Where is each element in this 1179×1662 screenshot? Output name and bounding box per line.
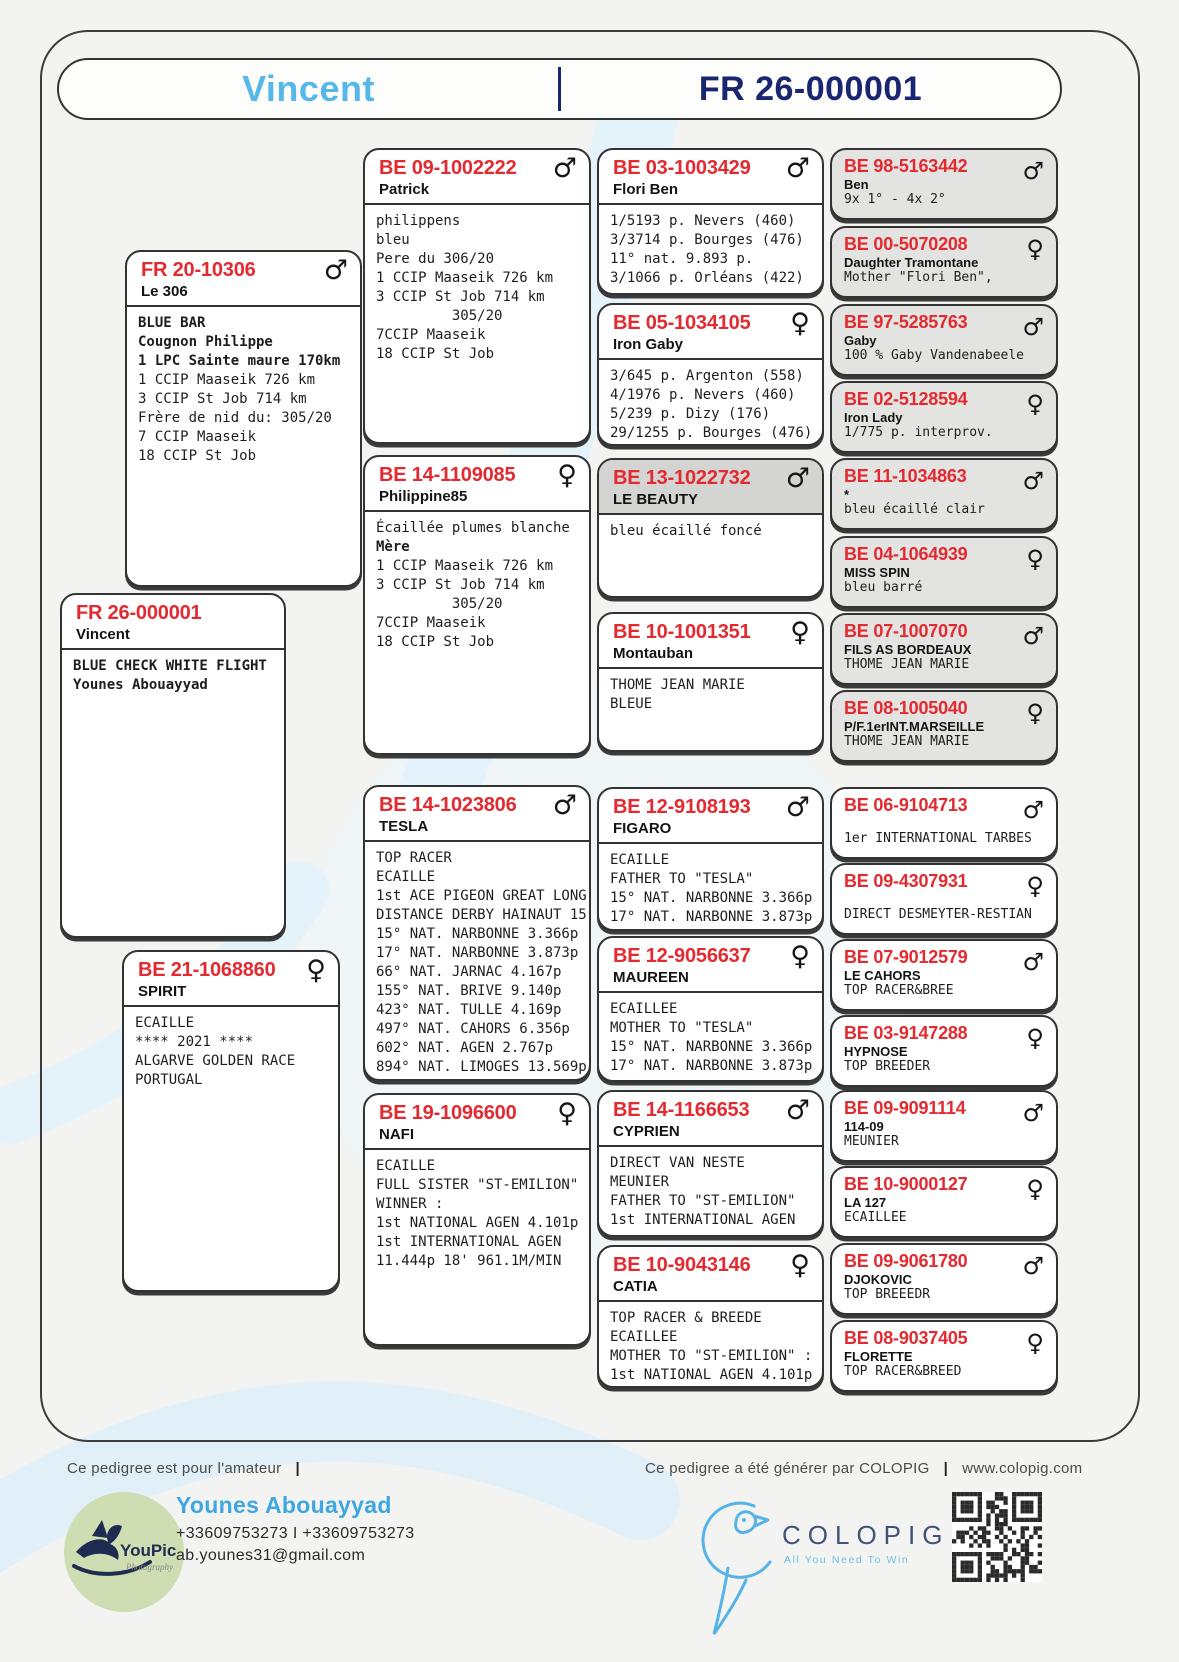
male-icon: ♂ [1022,313,1044,341]
female-icon: ♀ [1026,872,1044,900]
box-header [832,692,1056,734]
pedigree-line: 18 CCIP St Job [138,448,257,464]
pedigree-line: BLUE CHECK WHITE FLIGHT [73,658,267,674]
pedigree-line: 4/1976 p. Nevers (460) [610,387,796,403]
pigeon-name: CATIA [613,1278,658,1295]
pedigree-line: 18 CCIP St Job [376,346,495,362]
female-icon: ♀ [790,308,810,339]
box-body [599,515,822,548]
female-icon: ♀ [1026,545,1044,573]
box-header [365,457,589,512]
box-header [832,941,1056,983]
pedigree-line: 155° NAT. BRIVE 9.140p [376,983,562,999]
pedigree-line: 18 CCIP St Job [376,634,495,650]
ring-number: BE 97-5285763 [844,312,968,332]
pedigree-line: bleu [376,232,410,248]
box-body [599,1302,822,1388]
pedigree-line: 29/1255 p. Bourges (476) [610,425,813,441]
pigeon-name: CYPRIEN [613,1123,680,1140]
pigeon-info-line: TOP RACER&BREE [844,983,954,998]
pedigree-line: FATHER TO "ST-EMILION" [610,1193,796,1209]
pedigree-line: 15° NAT. NARBONNE 3.366p [610,1039,813,1055]
pedigree-box-be07-9012579 [830,939,1058,1011]
pedigree-line: 11.444p 18' 961.1M/MIN [376,1253,562,1269]
box-body [127,307,360,473]
pigeon-info-line: 1/775 p. interprov. [844,425,993,440]
ring-number: BE 09-9061780 [844,1251,968,1271]
box-body [124,1007,338,1097]
pigeon-name: Iron Lady [844,410,903,425]
pedigree-box-be08-9037405 [830,1320,1058,1392]
pedigree-box-be12-9056637 [597,936,824,1082]
box-body [599,993,822,1082]
pedigree-line: 305/20 [376,308,503,324]
box-body [365,1150,589,1278]
box-body [365,205,589,371]
ring-number: BE 08-9037405 [844,1328,968,1348]
pedigree-line: MOTHER TO "ST-EMILION" : [610,1348,813,1364]
pedigree-line: 5/239 p. Dizy (176) [610,406,771,422]
box-header [832,615,1056,657]
pedigree-line: TOP RACER & BREEDE [610,1310,762,1326]
box-header [832,538,1056,580]
pigeon-name [844,892,1044,907]
ring-number: BE 02-5128594 [844,389,968,409]
box-header [832,306,1056,348]
pedigree-line: DIRECT VAN NESTE [610,1155,745,1171]
pedigree-box-be03-9147288 [830,1015,1058,1087]
male-icon: ♂ [785,792,810,823]
ring-number: BE 09-9091114 [844,1098,966,1118]
pigeon-name: LA 127 [844,1195,887,1210]
ring-number: BE 14-1166653 [613,1099,750,1121]
pedigree-line: 1 CCIP Maaseik 726 km [376,558,554,574]
pedigree-line: 1 CCIP Maaseik 726 km [138,372,316,388]
pigeon-name: LE BEAUTY [613,491,699,508]
pedigree-line: ECAILLE [135,1015,195,1031]
pedigree-box-be98-5163442 [830,148,1058,220]
ring-number: BE 09-1002222 [379,157,517,179]
male-icon: ♂ [1022,467,1044,495]
pedigree-line: 602° NAT. AGEN 2.767p [376,1040,554,1056]
youpic-subtitle: Photography [126,1562,173,1572]
pedigree-line: 66° NAT. JARNAC 4.167p [376,964,562,980]
ring-number: BE 10-9000127 [844,1174,968,1194]
ring-number: BE 21-1068860 [138,959,276,981]
male-icon: ♂ [552,790,577,821]
pedigree-box-be14-1166653 [597,1090,824,1237]
pigeon-name: Flori Ben [613,181,679,198]
box-header [832,1168,1056,1210]
pedigree-line: 3/1066 p. Orléans (422) [610,270,804,286]
pedigree-line: 7CCIP Maaseik [376,615,486,631]
ring-number: BE 98-5163442 [844,156,968,176]
ring-number: BE 00-5070208 [844,234,968,254]
pedigree-line: 3 CCIP St Job 714 km [376,577,545,593]
pedigree-line: Écaillée plumes blanche [376,520,570,536]
ring-number: BE 08-1005040 [844,698,968,718]
pedigree-box-be97-5285763 [830,304,1058,376]
pedigree-line: 3/645 p. Argenton (558) [610,368,804,384]
box-header [832,865,1056,907]
pedigree-line: FULL SISTER "ST-EMILION" [376,1177,579,1193]
pigeon-name: FLORETTE [844,1349,913,1364]
male-icon: ♂ [1022,1252,1044,1280]
ring-number: BE 03-1003429 [613,157,751,179]
pedigree-box-be10-1001351 [597,612,824,752]
colopig-website: www.colopig.com [962,1460,1083,1477]
pedigree-line: 3 CCIP St Job 714 km [376,289,545,305]
pedigree-line: 7CCIP Maaseik [376,327,486,343]
box-header [832,460,1056,502]
pedigree-box-fr20-10306 [125,250,362,587]
pedigree-box-be03-1003429 [597,148,824,295]
pedigree-line: 15° NAT. NARBONNE 3.366p [376,926,579,942]
pedigree-line: 1/5193 p. Nevers (460) [610,213,796,229]
male-icon: ♂ [1022,157,1044,185]
box-header [832,1245,1056,1287]
ring-number: BE 07-1007070 [844,621,968,641]
male-icon: ♂ [1022,622,1044,650]
pigeon-info-line: THOME JEAN MARIE [844,657,970,672]
ring-number: FR 26-000001 [76,602,202,624]
pedigree-line: ALGARVE GOLDEN RACE [135,1053,296,1069]
pigeon-name: MISS SPIN [844,565,910,580]
female-icon: ♀ [1026,1175,1044,1203]
pedigree-line: THOME JEAN MARIE [610,677,745,693]
footer-left-bar: | [295,1460,300,1477]
pigeon-name: Philippine85 [379,488,468,505]
pedigree-line: 1 LPC Sainte maure 170km [138,353,341,369]
pigeon-name [844,816,1044,831]
female-icon: ♀ [557,1098,577,1129]
colopig-logo [676,1478,949,1643]
male-icon: ♂ [1022,796,1044,824]
qr-code [952,1492,1042,1582]
female-icon: ♀ [1026,235,1044,263]
ring-number: BE 07-9012579 [844,947,968,967]
male-icon: ♂ [1022,1099,1044,1127]
pigeon-info-line: Mother "Flori Ben", [844,270,993,285]
box-body [599,205,822,295]
youpic-title: YouPic [120,1541,177,1560]
pedigree-box-be14-1109085 [363,455,591,755]
ring-number: BE 10-9043146 [613,1254,751,1276]
pedigree-line: 1st ACE PIGEON GREAT LONG [376,888,587,904]
box-header [832,789,1056,831]
ring-number: BE 09-4307931 [844,871,968,891]
pedigree-line: 17° NAT. NARBONNE 3.873p [610,909,813,925]
pedigree-line: TOP RACER [376,850,452,866]
pedigree-line: Frère de nid du: 305/20 [138,410,332,426]
pedigree-line: FATHER TO "TESLA" [610,871,754,887]
pedigree-line: 894° NAT. LIMOGES 13.569p [376,1059,587,1075]
female-icon: ♀ [557,460,577,491]
pigeon-name: SPIRIT [138,983,187,1000]
pedigree-box-be09-9091114 [830,1090,1058,1162]
box-header [124,952,338,1007]
pedigree-line: philippens [376,213,461,229]
pedigree-line: ECAILLE [376,1158,436,1174]
female-icon: ♀ [790,941,810,972]
male-icon: ♂ [785,1095,810,1126]
pedigree-line: 1st INTERNATIONAL AGEN [610,1212,796,1228]
pedigree-box-be09-4307931 [830,863,1058,935]
pedigree-box-be02-5128594 [830,381,1058,453]
pigeon-name: Montauban [613,645,693,662]
pedigree-line: Pere du 306/20 [376,251,495,267]
pigeon-title-name: Vincent [242,68,375,109]
pigeon-info-line: ECAILLEE [844,1210,907,1225]
pigeon-name: Le 306 [141,283,188,300]
footer-right-note [645,1460,1082,1477]
box-body [599,844,822,931]
pedigree-box-be09-9061780 [830,1243,1058,1315]
pedigree-box-be07-1007070 [830,613,1058,685]
female-icon: ♀ [1026,699,1044,727]
owner-email: ab.younes31@gmail.com [176,1547,366,1564]
pedigree-line: 1st INTERNATIONAL AGEN [376,1234,562,1250]
male-icon: ♂ [785,463,810,494]
pedigree-box-be00-5070208 [830,226,1058,298]
pigeon-info-line: bleu barré [844,580,923,595]
pigeon-name: * [844,487,850,502]
box-body [599,1147,822,1237]
pedigree-line: 17° NAT. NARBONNE 3.873p [610,1058,813,1074]
box-header [127,252,360,307]
box-header [832,1017,1056,1059]
pigeon-title-ring: FR 26-000001 [698,69,923,108]
box-header [832,383,1056,425]
ring-number: BE 12-9056637 [613,945,751,967]
pedigree-line: ECAILLE [376,869,436,885]
pigeon-info-line: TOP BREEDER [844,1059,931,1074]
box-body [599,360,822,446]
pedigree-line: 1st NATIONAL AGEN 4.101p [376,1215,579,1231]
pedigree-line: WINNER : [376,1196,444,1212]
pedigree-line: 497° NAT. CAHORS 6.356p [376,1021,570,1037]
pedigree-line: bleu écaillé foncé [610,523,762,539]
ring-number: FR 20-10306 [141,259,256,281]
ring-number: BE 14-1109085 [379,464,516,486]
owner-name: Younes Abouayyad [176,1492,392,1518]
ring-number: BE 13-1022732 [613,467,751,489]
pedigree-line: Younes Abouayyad [73,677,208,693]
pigeon-name: FILS AS BORDEAUX [844,642,972,657]
pedigree-line: 305/20 [376,596,503,612]
pedigree-line: MOTHER TO "TESLA" [610,1020,754,1036]
pigeon-name: Gaby [844,333,877,348]
pedigree-box-be10-9043146 [597,1245,824,1388]
ring-number: BE 12-9108193 [613,796,751,818]
female-icon: ♀ [1026,390,1044,418]
colopig-bird-icon [676,1478,776,1643]
ring-number: BE 04-1064939 [844,544,968,564]
male-icon: ♂ [1022,948,1044,976]
pigeon-info-line: MEUNIER [844,1134,899,1149]
box-body [599,669,822,721]
pedigree-box-be06-9104713 [830,787,1058,859]
female-icon: ♀ [790,1250,810,1281]
header-pill [57,58,1062,120]
footer-left-text: Ce pedigree est pour l'amateur [67,1460,282,1477]
pedigree-box-be14-1023806 [363,785,591,1081]
box-body [365,842,589,1081]
male-icon: ♂ [323,255,348,286]
ring-number: BE 11-1034863 [844,466,967,486]
pedigree-line: BLUE BAR [138,315,206,331]
pigeon-name: HYPNOSE [844,1044,908,1059]
pedigree-line: BLEUE [610,696,653,712]
ring-number: BE 19-1096600 [379,1102,517,1124]
pedigree-line: Mère [376,539,410,555]
pigeon-name: Vincent [76,626,130,643]
pedigree-line: **** 2021 **** [135,1034,254,1050]
pigeon-name: MAUREEN [613,969,689,986]
pigeon-name: 114-09 [844,1119,884,1134]
female-icon: ♀ [1026,1329,1044,1357]
box-header [832,228,1056,270]
pedigree-line: 15° NAT. NARBONNE 3.366p [610,890,813,906]
box-header [832,1092,1056,1134]
pigeon-info-line: TOP RACER&BREED [844,1364,962,1379]
pedigree-line: Cougnon Philippe [138,334,273,350]
box-header [599,150,822,205]
pigeon-name: Ben [844,177,869,192]
pedigree-line: PORTUGAL [135,1072,203,1088]
box-header [599,789,822,844]
pigeon-info-line: bleu écaillé clair [844,502,985,517]
pedigree-box-be09-1002222 [363,148,591,444]
youpic-logo [62,1490,186,1614]
ring-number: BE 05-1034105 [613,312,751,334]
owner-block [176,1492,415,1565]
pedigree-line: MEUNIER [610,1174,670,1190]
colopig-name: COLOPIG [782,1520,950,1550]
pedigree-line: 17° NAT. NARBONNE 3.873p [376,945,579,961]
pedigree-line: 1st NATIONAL AGEN 4.101p [610,1367,813,1383]
pigeon-name: P/F.1erINT.MARSEILLE [844,719,985,734]
pedigree-box-be04-1064939 [830,536,1058,608]
ring-number: BE 06-9104713 [844,795,968,815]
box-header [599,460,822,515]
box-header [365,150,589,205]
pigeon-info-line: TOP BREEEDR [844,1287,931,1302]
owner-phones: +33609753273 I +33609753273 [176,1525,415,1542]
ring-number: BE 03-9147288 [844,1023,968,1043]
pigeon-info-line: 100 % Gaby Vandenabeele [844,348,1025,363]
pedigree-box-be11-1034863 [830,458,1058,530]
box-header [599,305,822,360]
female-icon: ♀ [790,617,810,648]
pedigree-box-be10-9000127 [830,1166,1058,1238]
pedigree-line: 1 CCIP Maaseik 726 km [376,270,554,286]
pedigree-line: ECAILLEE [610,1001,678,1017]
pedigree-line: 7 CCIP Maaseik [138,429,257,445]
pigeon-info-line: 9x 1° - 4x 2° [844,192,946,207]
ring-number: BE 14-1023806 [379,794,517,816]
box-header [365,1095,589,1150]
pigeon-name: Iron Gaby [613,336,684,353]
pedigree-box-be12-9108193 [597,787,824,931]
pedigree-box-fr26-000001 [60,593,286,938]
pedigree-box-be08-1005040 [830,690,1058,762]
box-header [832,150,1056,192]
box-header [599,1247,822,1302]
pigeon-name: DJOKOVIC [844,1272,912,1287]
footer-right-bar: | [943,1460,949,1477]
box-header [832,1322,1056,1364]
box-header [599,938,822,993]
box-body [62,650,284,702]
female-icon: ♀ [1026,1024,1044,1052]
pigeon-info-line: DIRECT DESMEYTER-RESTIAN [844,907,1032,922]
pedigree-box-be19-1096600 [363,1093,591,1346]
footer-right-text: Ce pedigree a été générer par COLOPIG [645,1460,930,1477]
pedigree-line: ECAILLEE [610,1329,678,1345]
box-body [365,512,589,659]
pedigree-line: 3/3714 p. Bourges (476) [610,232,804,248]
box-header [599,1092,822,1147]
colopig-tagline: All You Need To Win [784,1554,910,1566]
pigeon-name: TESLA [379,818,429,835]
pigeon-info-line: 1er INTERNATIONAL TARBES [844,831,1032,846]
pedigree-line: ECAILLE [610,852,670,868]
pigeon-name: FIGARO [613,820,672,837]
ring-number: BE 10-1001351 [613,621,751,643]
pedigree-line: DISTANCE DERBY HAINAUT 15 [376,907,587,923]
pedigree-box-be21-1068860 [122,950,340,1292]
box-header [599,614,822,669]
pigeon-name: LE CAHORS [844,968,921,983]
pigeon-name: Patrick [379,181,430,198]
pigeon-info-line: THOME JEAN MARIE [844,734,970,749]
box-header [62,595,284,650]
pedigree-box-be13-1022732 [597,458,824,598]
female-icon: ♀ [306,955,326,986]
pedigree-line: 11° nat. 9.893 p. [610,251,754,267]
pedigree-box-be05-1034105 [597,303,824,446]
male-icon: ♂ [785,153,810,184]
pigeon-name: NAFI [379,1126,414,1143]
male-icon: ♂ [552,153,577,184]
pigeon-name: Daughter Tramontane [844,255,979,270]
box-header [365,787,589,842]
pedigree-line: 423° NAT. TULLE 4.169p [376,1002,562,1018]
pedigree-line: 3 CCIP St Job 714 km [138,391,307,407]
footer-left-note [67,1460,300,1477]
